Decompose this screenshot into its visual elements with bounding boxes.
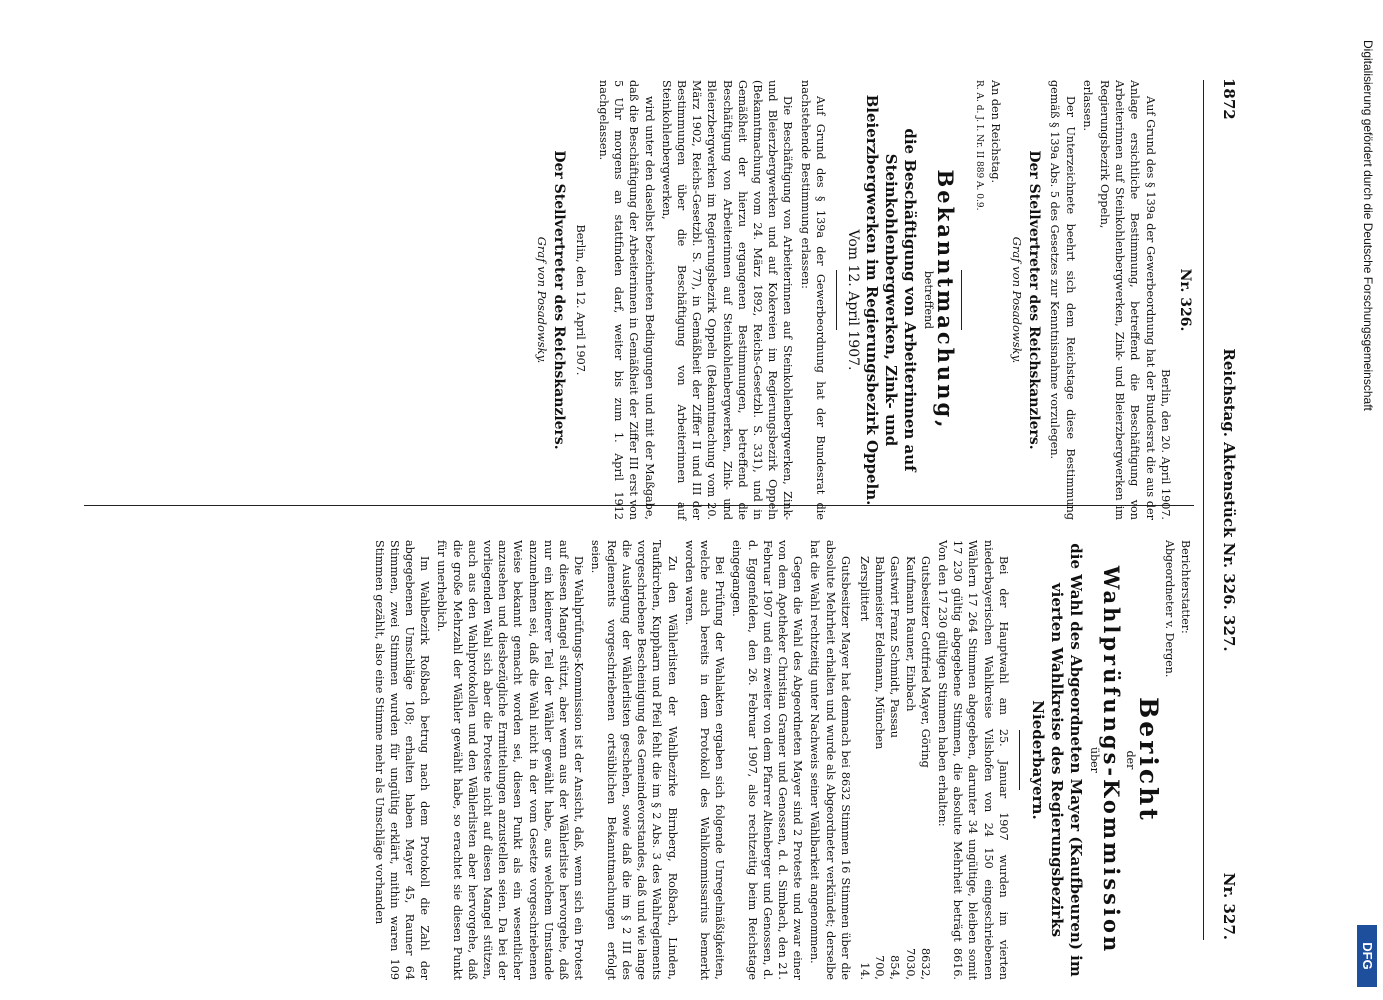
vote-row — [887, 556, 902, 980]
reporter-name: Abgeordneter v. Dergen. — [1162, 540, 1176, 678]
paragraph: Die Beschäftigung von Arbeiterinnen auf Steinkohlenbergwerken, Zink- und Bleierzbergwerken und auf Kokereien im Regierungsbezirk Oppeln (Bekanntmachung vom 24. März 1892, Reichs-Gesetzbl. S. 331), und in Gemäßheit der hierzu ergangenen Bestimmungen, betreffend die Beschäftigung von Arbeiterinnen auf Steinkohlenbergwerken, Zink- und Bleierzbergwerken im Regierungsbezirk Oppeln (Bekanntmachung vom 20. März 1902, Reichs-Gesetzbl. S. 77), in Gemäßheit der Ziffer II und III der Bestimmungen über die Beschäftigung von Arbeiterinnen auf Steinkohlenbergwerken, — [659, 80, 795, 520]
section-rule — [1019, 730, 1020, 790]
running-title: Reichstag. Aktenstück Nr. 326. 327. — [1220, 348, 1238, 652]
candidate-name: Gastwirt Franz Schmidt, Passau — [888, 556, 902, 738]
left-column — [528, 80, 1194, 520]
digitization-credit — [1355, 40, 1377, 880]
paragraph: Auf Grund des § 139a der Gewerbeordnung hat der Bundesrat die nachstehende Bestimmung erlassen: — [798, 80, 827, 520]
vote-count: 8632, — [918, 947, 932, 980]
candidate-name: Kaufmann Rauner, Einbach — [903, 556, 917, 712]
paragraph: Bei der Hauptwahl am 25. Januar 1907 wurden im vierten niederbayerischen Wahlkreise Vilshofen von 24 150 eingeschriebenen Wählern 17 264 Stimmen abgegeben, darunter 34 ungültige, bleiben somit 17 230 gültig abgegebene Stimmen, die absolute Mehrheit beträgt 8616. Von den 17 230 gültigen Stimmen haben erhalten: — [935, 540, 1010, 980]
paragraph: Gegen die Wahl des Abgeordneten Mayer sind 2 Proteste und zwar einer von dem Apotheker Christian Gramer und Genossen, d. d. Simbach, den 21. Februar 1907 und ein zweiter von dem Pfarrer Altenberger und Genossen, d. d. Eggenfelden, den 26. Februar 1907, also rechtzeitig beim Reichstage eingegangen. — [730, 540, 805, 980]
vote-row — [872, 556, 887, 980]
paragraph: Die Wahlprüfungs-Kommission ist der Ansicht, daß, wenn sich ein Protest auf diesen Mangel stützt, aber wenn aus der Wählerliste hervorgehe, daß nur ein kleinerer Teil der Wähler gewählt habe, aus welchem Umstande anzunehmen sei, daß die Wahl nicht in der vom Gesetze vorgeschriebenen Weise bekannt gemacht worden sei, diesen Punkt als ein wesentlicher anzusehen und diesbezügliche Ermittelungen anzustellen seien. Da bei der vorliegenden Wahl sich aber die Proteste nicht auf diesen Mangel stützen, auch aus den Wahlprotokollen und den Wählerlisten aber hervorgehe, daß die große Mehrzahl der Wähler gewählt habe, so erachtet sie diesen Punkt für unerheblich. — [435, 540, 586, 980]
vote-list — [857, 556, 933, 980]
dfg-logo-text: DFG — [1360, 942, 1375, 970]
vote-count: 14. — [857, 962, 871, 980]
section-rule — [961, 270, 962, 330]
dateline: Berlin, den 12. April 1907. — [573, 224, 587, 376]
reporter-label: Berichterstatter: — [1179, 540, 1192, 634]
right-column — [369, 540, 1194, 980]
section-rule — [836, 270, 837, 330]
signature-name: Graf von Posadowsky. — [1009, 236, 1024, 364]
paragraph: Bei Prüfung der Wahlakten ergaben sich folgende Unregelmäßigkeiten, welche auch bereits in dem Protokoll des Wahlkommissarius bemerkt worden waren. — [682, 540, 727, 980]
paragraph: Im Wahlbezirk Roßbach betrug nach dem Protokoll die Zahl der abgegebenen Umschläge 108; erhalten haben Mayer 45, Rauner 64 Stimmen, zwei Stimmen wurden für ungültig erklärt, mithin waren 109 Stimmen gezählt, also eine Stimme mehr als Umschläge vorhanden — [372, 540, 432, 980]
paragraph: Gutsbesitzer Mayer hat demnach bei 8632 Stimmen 16 Stimmen über die absolute Mehrheit erhalten und wurde als Abgeordneter verkündet; derselbe hat die Wahl rechtzeitig unter Nachweis seiner Wählbarkeit angenommen. — [808, 540, 852, 980]
vote-row — [902, 556, 917, 980]
betreffend-text: betreffend — [922, 270, 936, 330]
doc-number-right: Nr. 327. — [1220, 872, 1238, 940]
paragraph: Zu den Wählerlisten der Wahlbezirke Birnberg, Roßbach, Linden, Taufkirchen, Kuppharn und Pfeil fehlt die im § 2 Abs. 3 des Wahlreglements vorgeschriebene Bescheinigung des Gemeindevorstandes, daß und wie lange die Auslegung der Wählerlisten geschehen, sowie daß die im § 2 III des Reglements vorgeschriebenen ortsüblichen Bekanntmachungen erfolgt seien. — [589, 540, 679, 980]
signature-title: Der Stellvertreter des Reichskanzlers. — [551, 150, 568, 450]
vote-count: 854, — [888, 955, 902, 980]
announcement-subject: die Beschäftigung von Arbeiterinnen auf Steinkohlenbergwerken, Zink- und Bleierzbergwerken im Regierungsbezirk Oppeln. — [862, 94, 919, 506]
vote-count: 700, — [873, 955, 887, 980]
header-rule — [1203, 80, 1204, 940]
candidate-name: Gutsbesitzer Gottfried Mayer, Göring — [918, 556, 932, 768]
commission-title: Wahlprüfungs-Kommission — [1099, 565, 1125, 955]
signature-name: Graf von Posadowsky. — [535, 236, 550, 364]
dfg-logo — [1357, 925, 1377, 987]
credit-text: Digitalisierung gefördert durch die Deutsche Forschungsgemeinschaft — [1361, 40, 1375, 411]
paragraph: Der Unterzeichnete beehrt sich dem Reichstage diese Bestimmung gemäß § 139a Abs. 5 des Gesetzes zur Kenntnisnahme vorzulegen. — [1048, 80, 1077, 520]
intro-paragraph: Auf Grund des § 139a der Gewerbeordnung hat der Bundesrat die aus der Anlage ersichtliche Bestimmung, betreffend die Beschäftigung von Arbeiterinnen auf Steinkohlenbergwerken, Zink- und Bleierzbergwerken im Regierungsbezirk Oppeln, — [1097, 80, 1157, 520]
report-title: Bericht — [1133, 697, 1163, 823]
vote-row — [857, 556, 872, 980]
erlassen-text: erlassen. — [1080, 80, 1094, 132]
candidate-name: Zersplittert — [857, 556, 871, 622]
reference: R. A. d. J. I. Nr. II 889 A. 0.9. — [973, 80, 984, 211]
addressee: An den Reichstag. — [988, 80, 1002, 184]
doc-number: Nr. 326. — [1177, 268, 1193, 332]
vote-count: 7030, — [903, 947, 917, 980]
announcement-title: Bekanntmachung, — [933, 169, 959, 431]
dateline: Berlin, den 20. April 1907. — [1158, 369, 1172, 520]
signature-title: Der Stellvertreter des Reichskanzlers. — [1026, 150, 1043, 450]
page-number: 1872 — [1220, 78, 1238, 120]
der-text: der — [1124, 750, 1138, 770]
report-subject: die Wahl des Abgeordneten Mayer (Kaufbeuren) im vierten Wahlkreise des Regierungsbezirks Niederbayern. — [1028, 543, 1085, 977]
ueber-text: über — [1087, 747, 1101, 773]
candidate-name: Bahnmeister Edelmann, München — [873, 556, 887, 750]
paragraph: wird unter den daselbst bezeichneten Bedingungen und mit der Maßgabe, daß die Beschäftigung der Arbeiterinnen in Gemäßheit der Ziffer III erst von 5 Uhr morgens an stattfinden darf, weiter bis zum 1. April 1912 nachgelassen. — [596, 80, 656, 520]
announcement-date: Vom 12. April 1907. — [844, 229, 861, 371]
vote-row — [918, 556, 933, 980]
